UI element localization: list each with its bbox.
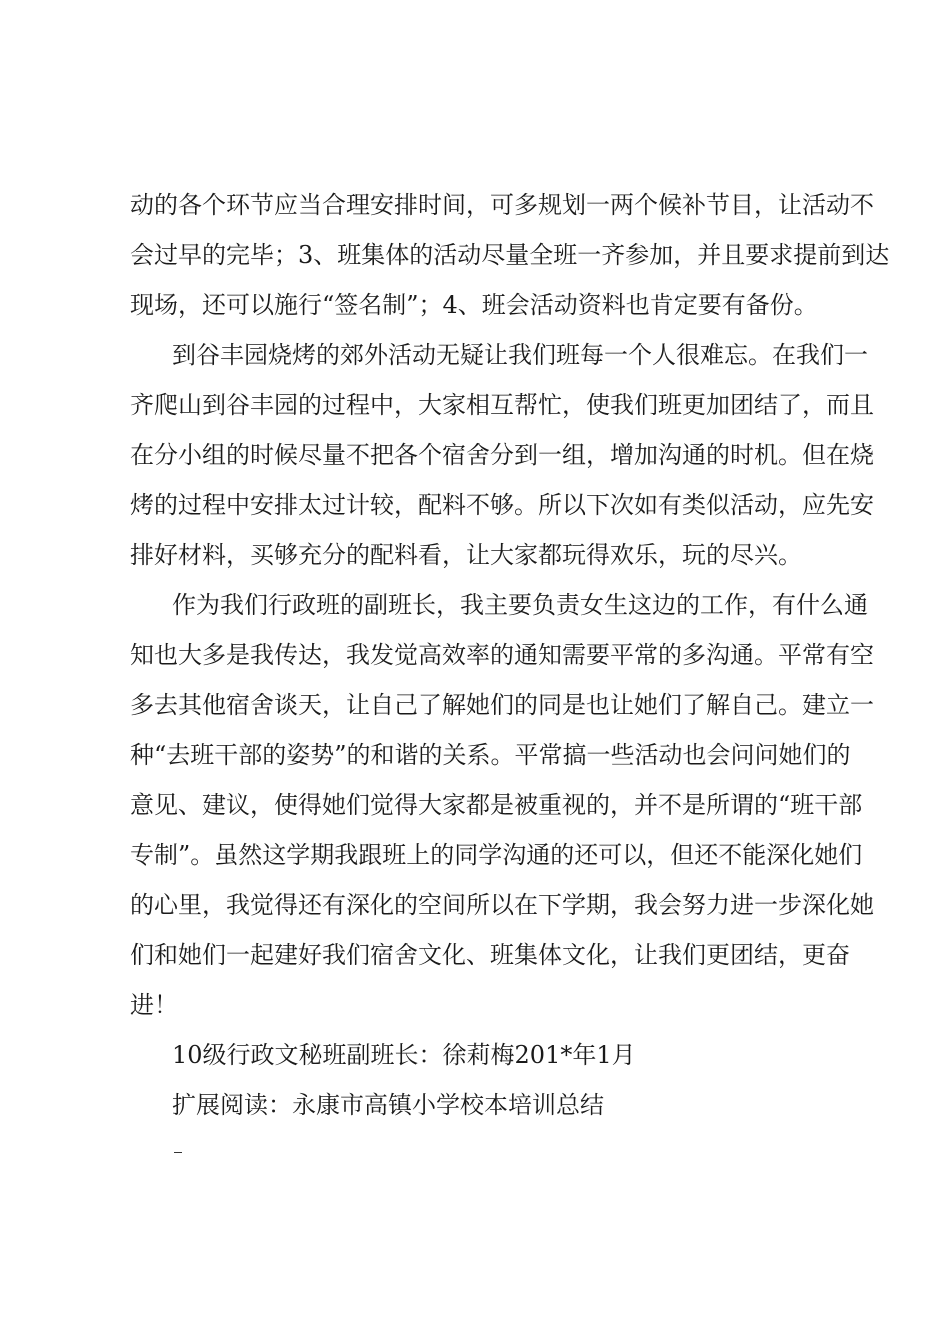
- paragraph-line: 知也大多是我传达，我发觉高效率的通知需要平常的多沟通。平常有空: [130, 641, 874, 669]
- dash-mark: [174, 1152, 182, 1153]
- paragraph-line: 进！: [130, 991, 178, 1019]
- paragraph-line: 作为我们行政班的副班长，我主要负责女生这边的工作，有什么通: [172, 591, 868, 619]
- paragraph-line: 专制”。虽然这学期我跟班上的同学沟通的还可以，但还不能深化她们: [130, 841, 863, 869]
- paragraph-line: 意见、建议，使得她们觉得大家都是被重视的，并不是所谓的“班干部: [130, 791, 863, 819]
- paragraph-line: 在分小组的时候尽量不把各个宿舍分到一组，增加沟通的时机。但在烧: [130, 441, 874, 469]
- extended-reading-line: 扩展阅读：永康市高镇小学校本培训总结: [172, 1091, 604, 1119]
- paragraph-line: 烤的过程中安排太过计较，配料不够。所以下次如有类似活动，应先安: [130, 491, 874, 519]
- paragraph-line: 的心里，我觉得还有深化的空间所以在下学期，我会努力进一步深化她: [130, 891, 874, 919]
- paragraph-line: 们和她们一起建好我们宿舍文化、班集体文化，让我们更团结，更奋: [130, 941, 850, 969]
- paragraph-line: 动的各个环节应当合理安排时间，可多规划一两个候补节目，让活动不: [130, 191, 874, 219]
- paragraph-line: 会过早的完毕；3、班集体的活动尽量全班一齐参加，并且要求提前到达: [130, 241, 890, 269]
- paragraph-line: 现场，还可以施行“签名制”；4、班会活动资料也肯定要有备份。: [130, 291, 818, 319]
- paragraph-line: 排好材料，买够充分的配料看，让大家都玩得欢乐，玩的尽兴。: [130, 541, 802, 569]
- paragraph-line: 到谷丰园烧烤的郊外活动无疑让我们班每一个人很难忘。在我们一: [172, 341, 868, 369]
- paragraph-line: 齐爬山到谷丰园的过程中，大家相互帮忙，使我们班更加团结了，而且: [130, 391, 874, 419]
- paragraph-line: 种“去班干部的姿势”的和谐的关系。平常搞一些活动也会问问她们的: [130, 741, 851, 769]
- signature-line: 10级行政文秘班副班长：徐莉梅201*年1月: [172, 1041, 636, 1069]
- paragraph-line: 多去其他宿舍谈天，让自己了解她们的同是也让她们了解自己。建立一: [130, 691, 874, 719]
